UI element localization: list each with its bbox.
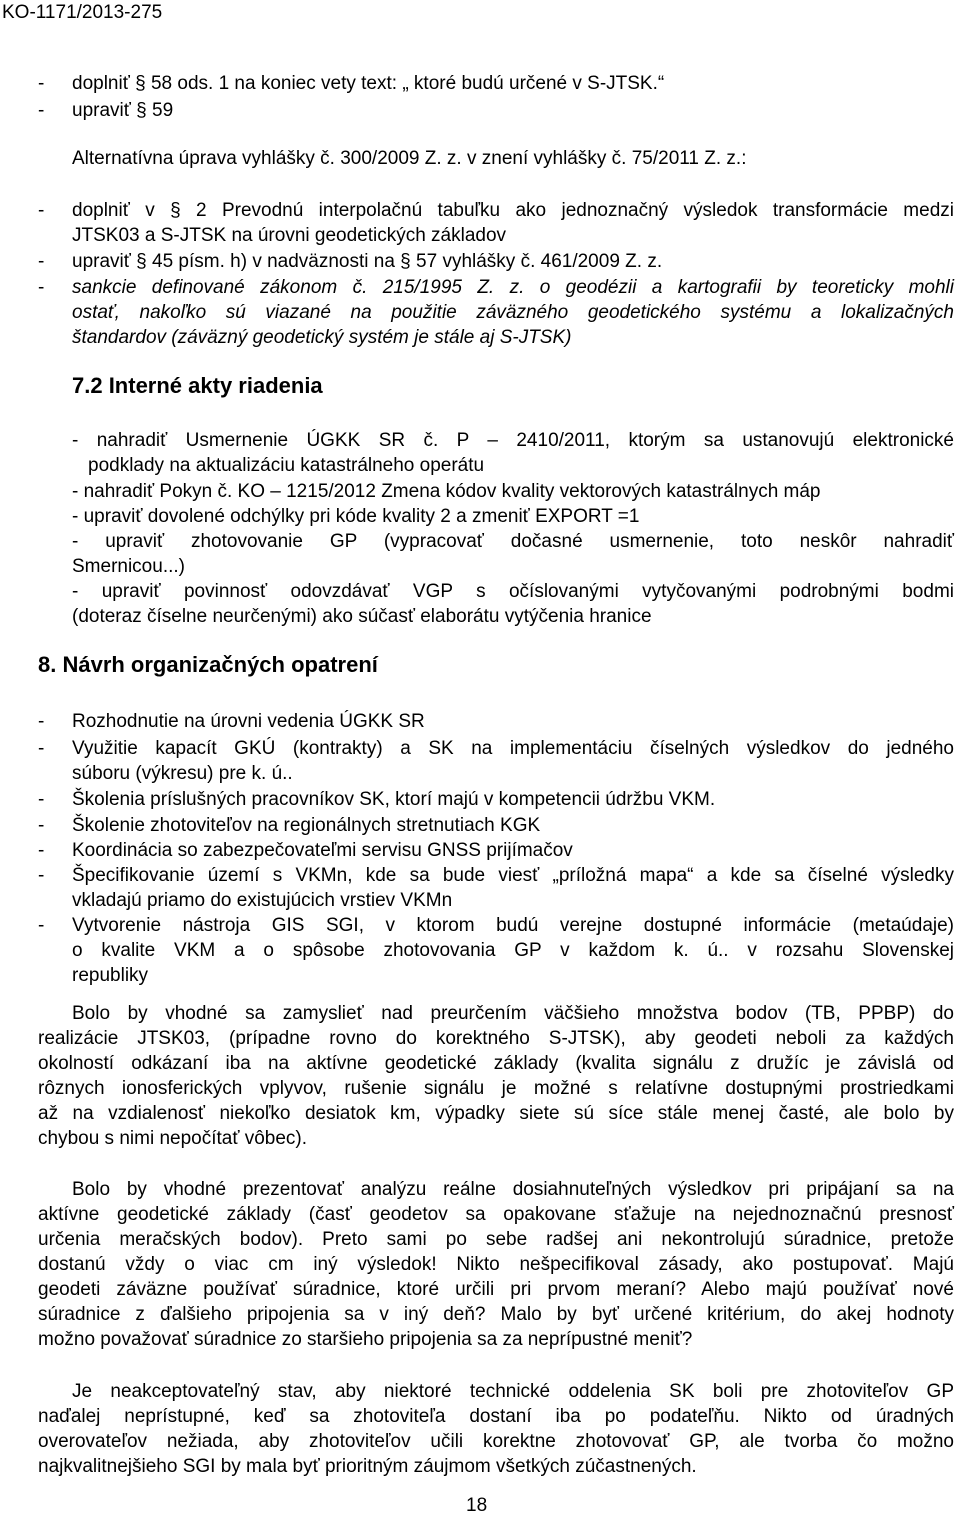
paragraph-line: najkvalitnejšieho SGI by mala byť prioritným záujmom všetkých zúčastnených. [38, 1456, 697, 1477]
list-item: - upraviť povinnosť odovzdávať VGP s očíslovanými vytyčovanými podrobnými bodmi [72, 581, 954, 602]
list-item: - nahradiť Pokyn č. KO – 1215/2012 Zmena kódov kvality vektorových katastrálnych máp [72, 481, 821, 502]
list-item: - upraviť zhotovovanie GP (vypracovať dočasné usmernenie, toto neskôr nahradiť [72, 531, 954, 552]
paragraph-line: Bolo by vhodné sa zamyslieť nad preurčením väčšieho množstva bodov (TB, PPBP) do [72, 1003, 954, 1024]
paragraph-line: chybou s nimi nepočítať vôbec). [38, 1128, 308, 1149]
list-dash: - [38, 789, 45, 810]
paragraph-line: realizácie JTSK03, (prípadne rovno do korektného S-JTSK), aby geodeti neboli za každých [38, 1028, 954, 1049]
section-heading-7-2: 7.2 Interné akty riadenia [72, 373, 323, 398]
paragraph-line: určenia meračských bodov). Preto sami po sebe radšej ani nekontrolujú súradnice, pretože [38, 1229, 954, 1250]
paragraph-line: možno považovať súradnice zo staršieho pripojenia sa za neprípustné meniť? [38, 1329, 693, 1350]
list-item: Školenie zhotoviteľov na regionálnych stretnutiach KGK [72, 815, 541, 836]
document-id: KO-1171/2013-275 [2, 2, 163, 23]
paragraph-line: súradnice z ďalšieho pripojenia sa v iný deň? Malo by byť určené kritérium, do akej hodnoty [38, 1304, 954, 1325]
list-item: upraviť § 59 [72, 100, 174, 121]
list-item: doplniť v § 2 Prevodnú interpolačnú tabuľku ako jednoznačný výsledok transformácie medzi [72, 200, 954, 221]
list-item-continued: republiky [72, 965, 149, 986]
list-dash: - [38, 277, 45, 298]
list-item: Rozhodnutie na úrovni vedenia ÚGKK SR [72, 711, 425, 732]
list-dash: - [38, 711, 45, 732]
list-item-continued: vkladajú priamo do existujúcich vrstiev VKMn [72, 890, 453, 911]
paragraph-line: Je neakceptovateľný stav, aby niektoré technické oddelenia SK boli pre zhotoviteľov GP [72, 1381, 954, 1402]
list-item: Školenia príslušných pracovníkov SK, ktorí majú v kompetencii údržbu VKM. [72, 789, 716, 810]
section-heading-8: 8. Návrh organizačných opatrení [38, 652, 378, 677]
list-dash: - [38, 251, 45, 272]
list-item-continued: súboru (výkresu) pre k. ú.. [72, 763, 293, 784]
list-dash: - [38, 840, 45, 861]
list-dash: - [38, 200, 45, 221]
list-item: - nahradiť Usmernenie ÚGKK SR č. P – 2410/2011, ktorým sa ustanovujú elektronické [72, 430, 954, 451]
page-number: 18 [466, 1495, 488, 1516]
paragraph-line: aktívne geodetické základy (časť geodetov sa opakovane sťažuje na nejednoznačnú presnosť [38, 1204, 954, 1225]
list-item-continued: (doteraz číselne neurčenými) ako súčasť elaborátu vytýčenia hranice [72, 606, 652, 627]
list-item-continued: štandardov (záväzný geodetický systém je stále aj S-JTSK) [72, 327, 572, 348]
list-item-continued: JTSK03 a S-JTSK na úrovni geodetických základov [72, 225, 507, 246]
paragraph-line: Bolo by vhodné prezentovať analýzu reálne dosiahnuteľných výsledkov pri pripájaní sa na [72, 1179, 954, 1200]
paragraph-line: až na vzdialenosť niekoľko desiatok km, výpadky siete sú síce stále menej časté, ale bolo by [38, 1103, 954, 1124]
paragraph-line: dostanú vždy o viac cm iný výsledok! Nikto nešpecifikoval zásady, ako postupovať. Majú [38, 1254, 954, 1275]
list-dash: - [38, 815, 45, 836]
list-item: Využitie kapacít GKÚ (kontrakty) a SK na implementáciu číselných výsledkov do jedného [72, 738, 954, 759]
paragraph-line: naďalej neprístupné, keď sa zhotoviteľa dostaní iba po podateľňu. Nikto od úradných [38, 1406, 954, 1427]
list-item: Vytvorenie nástroja GIS SGI, v ktorom budú verejne dostupné informácie (metaúdaje) [72, 915, 954, 936]
list-item: upraviť § 45 písm. h) v nadväznosti na § 57 vyhlášky č. 461/2009 Z. z. [72, 251, 663, 272]
list-item: Koordinácia so zabezpečovateľmi servisu GNSS prijímačov [72, 840, 573, 861]
paragraph-line: rôznych ionosferických vplyvov, rušenie signálu je možné s relatívne dostupnými prostriedkami [38, 1078, 954, 1099]
list-dash: - [38, 915, 45, 936]
list-item-continued: o kvalite VKM a o spôsobe zhotovovania GP v každom k. ú.. v rozsahu Slovenskej [72, 940, 954, 961]
list-dash: - [38, 100, 45, 121]
list-item: Špecifikovanie území s VKMn, kde sa bude viesť „príložná mapa“ a kde sa číselné výsledky [72, 865, 954, 886]
list-item-continued: podklady na aktualizáciu katastrálneho operátu [88, 455, 485, 476]
list-dash: - [38, 865, 45, 886]
list-item-continued: ostať, nakoľko sú viazané na použitie záväzného geodetického systému a lokalizačných [72, 302, 954, 323]
paragraph-line: overovateľov nežiada, aby zhotoviteľov učili korektne zhotovovať GP, ale tvorba čo možno [38, 1431, 954, 1452]
alternative-title: Alternatívna úprava vyhlášky č. 300/2009 Z. z. v znení vyhlášky č. 75/2011 Z. z.: [72, 148, 747, 169]
list-item: - upraviť dovolené odchýlky pri kóde kvality 2 a zmeniť EXPORT =1 [72, 506, 640, 527]
paragraph-line: geodeti záväzne používať súradnice, ktoré určili pri prvom meraní? Alebo majú používať nové [38, 1279, 954, 1300]
list-dash: - [38, 738, 45, 759]
list-item: doplniť § 58 ods. 1 na koniec vety text: „ ktoré budú určené v S-JTSK.“ [72, 73, 665, 94]
list-item-continued: Smernicou...) [72, 556, 185, 577]
paragraph-line: okolností odkázaní iba na aktívne geodetické základy (kvalita signálu z družíc je závislá od [38, 1053, 954, 1074]
list-dash: - [38, 73, 45, 94]
list-item: sankcie definované zákonom č. 215/1995 Z. z. o geodézii a kartografii by teoreticky mohli [72, 277, 954, 298]
